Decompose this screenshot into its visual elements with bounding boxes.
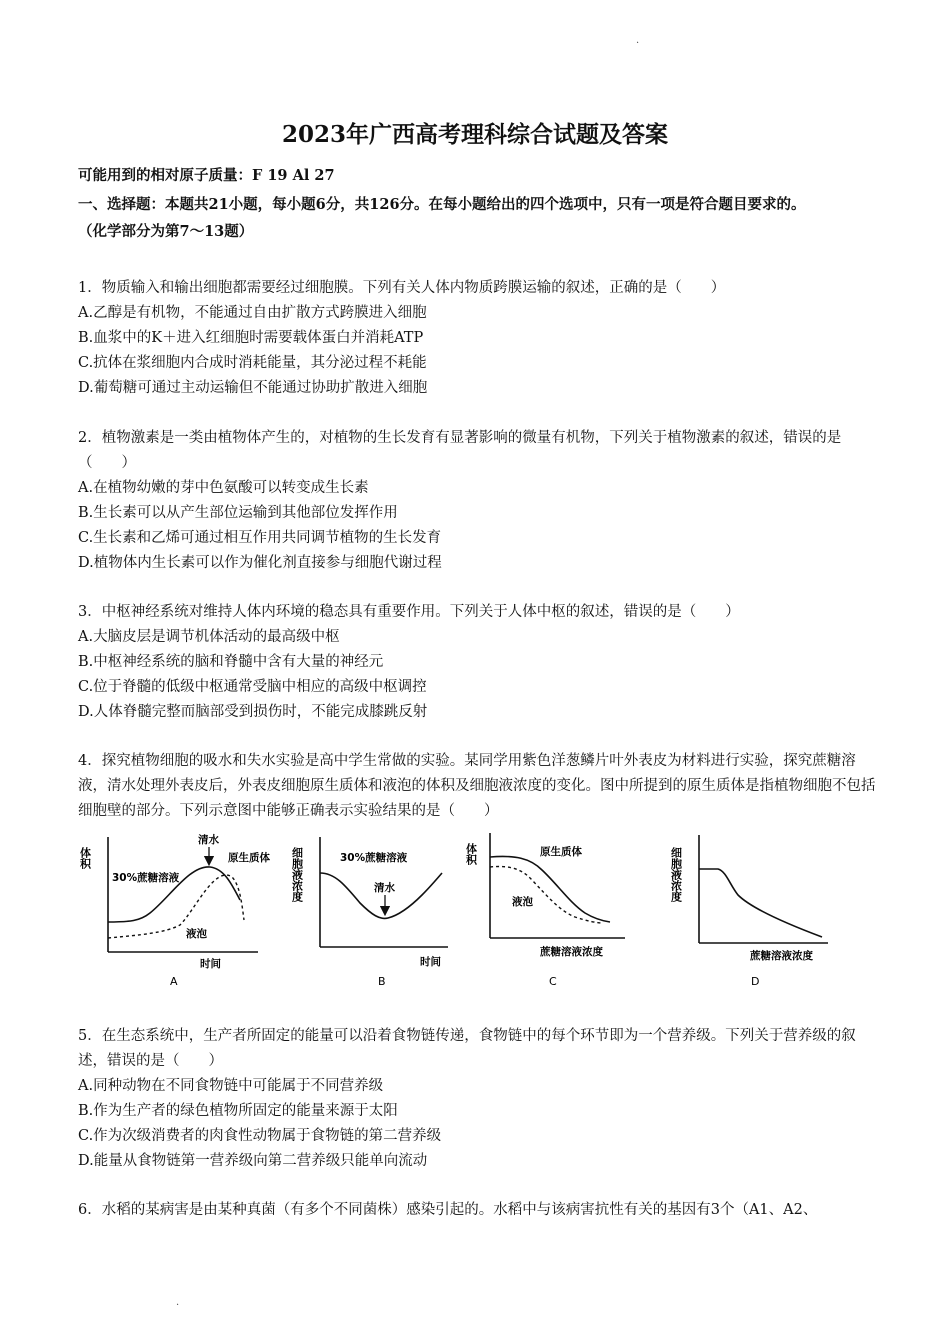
question-3: [78, 600, 878, 725]
c-caption: C: [549, 975, 557, 988]
option-d: D.能量从食物链第一营养级向第二营养级只能单向流动: [78, 1153, 428, 1169]
question-stem: 6．水稻的某病害是由某种真菌（有多个不同菌株）感染引起的。水稻中与该病害抗性有关的基因有3个（A1、A2、: [78, 1202, 818, 1218]
figure-panel-b: [291, 837, 449, 988]
option-c: C.生长素和乙烯可通过相互作用共同调节植物的生长发育: [78, 530, 442, 546]
c-protoplast-curve: [490, 856, 610, 922]
option-c: C.位于脊髓的低级中枢通常受脑中相应的高级中枢调控: [78, 679, 427, 695]
c-ylabel: 体积: [464, 843, 478, 865]
a-solution-label: 30%蔗糖溶液: [112, 872, 180, 884]
c-protoplast-label: 原生质体: [540, 846, 582, 858]
b-ylabel: 细胞液浓度: [290, 847, 304, 902]
c-xlabel: 蔗糖溶液浓度: [540, 946, 603, 958]
figure-panel-a: [79, 833, 271, 988]
b-xlabel: 时间: [420, 956, 441, 968]
b-caption: B: [378, 975, 386, 988]
a-protoplast-label: 原生质体: [228, 852, 270, 864]
c-vacuole-label: 液泡: [512, 896, 533, 908]
question-stem: 5．在生态系统中，生产者所固定的能量可以沿着食物链传递，食物链中的每个环节即为一个营养级。下列关于营养级的叙述，错误的是（ ）: [78, 1028, 856, 1069]
d-ylabel: 细胞液浓度: [669, 847, 683, 902]
section-note: （化学部分为第7～13题）: [78, 223, 254, 240]
option-c: C.作为次级消费者的肉食性动物属于食物链的第二营养级: [78, 1128, 442, 1144]
b-solution-label: 30%蔗糖溶液: [340, 852, 408, 864]
option-a: A.在植物幼嫩的芽中色氨酸可以转变成生长素: [78, 480, 369, 496]
a-ylabel: 体积: [78, 847, 92, 869]
a-vacuole-label: 液泡: [186, 928, 207, 940]
option-c: C.抗体在浆细胞内合成时消耗能量，其分泌过程不耗能: [78, 355, 427, 371]
question-6: [78, 1198, 878, 1223]
page-dot: ·: [636, 38, 640, 49]
b-water-label: 清水: [374, 882, 395, 894]
b-concentration-curve: [320, 873, 442, 918]
a-vacuole-curve: [108, 875, 244, 938]
question-5: [78, 1024, 878, 1174]
a-caption: A: [170, 975, 178, 988]
a-water-label: 清水: [198, 834, 219, 846]
option-a: A.乙醇是有机物，不能通过自由扩散方式跨膜进入细胞: [78, 305, 427, 321]
question-stem: 1．物质输入和输出细胞都需要经过细胞膜。下列有关人体内物质跨膜运输的叙述，正确的是（ ）: [78, 280, 726, 296]
option-d: D.人体脊髓完整而脑部受到损伤时，不能完成膝跳反射: [78, 704, 428, 720]
figure-panel-c: [465, 833, 626, 988]
section-heading: 一、选择题：本题共21小题，每小题6分，共126分。在每小题给出的四个选项中，只有一项是符合题目要求的。: [78, 196, 806, 213]
d-xlabel: 蔗糖溶液浓度: [750, 950, 813, 962]
option-d: D.植物体内生长素可以作为催化剂直接参与细胞代谢过程: [78, 555, 442, 571]
question-stem: 3．中枢神经系统对维持人体内环境的稳态具有重要作用。下列关于人体中枢的叙述，错误的是（ ）: [78, 604, 740, 620]
question-4-figure: [0, 825, 950, 995]
option-a: A.同种动物在不同食物链中可能属于不同营养级: [78, 1078, 384, 1094]
question-stem: 4．探究植物细胞的吸水和失水实验是高中学生常做的实验。某同学用紫色洋葱鳞片叶外表皮为材料进行实验，探究蔗糖溶液，清水处理外表皮后，外表皮细胞原生质体和液泡的体积及细胞液浓度的变化。图中所提到的原生质体是指植物细胞不包括细胞壁的部分。下列示意图中能够正确表示实验结果的是（ ）: [78, 753, 876, 819]
page-title: 2023年广西高考理科综合试题及答案: [281, 121, 668, 148]
option-a: A.大脑皮层是调节机体活动的最高级中枢: [78, 629, 340, 645]
page-dot: ·: [176, 1300, 180, 1311]
option-b: B.作为生产者的绿色植物所固定的能量来源于太阳: [78, 1103, 398, 1119]
atomic-mass-line: 可能用到的相对原子质量：F 19 Al 27: [78, 167, 335, 184]
question-stem: 2．植物激素是一类由植物体产生的，对植物的生长发育有显著影响的微量有机物，下列关于植物激素的叙述，错误的是（ ）: [78, 430, 842, 471]
option-b: B.中枢神经系统的脑和脊髓中含有大量的神经元: [78, 654, 384, 670]
option-d: D.葡萄糖可通过主动运输但不能通过协助扩散进入细胞: [78, 380, 428, 396]
question-1: [78, 276, 878, 401]
question-2: [78, 426, 878, 576]
option-b: B.血浆中的K＋进入红细胞时需要载体蛋白并消耗ATP: [78, 330, 424, 346]
figure-panel-d: [670, 835, 829, 988]
option-b: B.生长素可以从产生部位运输到其他部位发挥作用: [78, 505, 398, 521]
a-xlabel: 时间: [200, 958, 221, 970]
d-concentration-curve: [699, 869, 822, 937]
question-4: [78, 749, 878, 824]
d-caption: D: [751, 975, 760, 988]
